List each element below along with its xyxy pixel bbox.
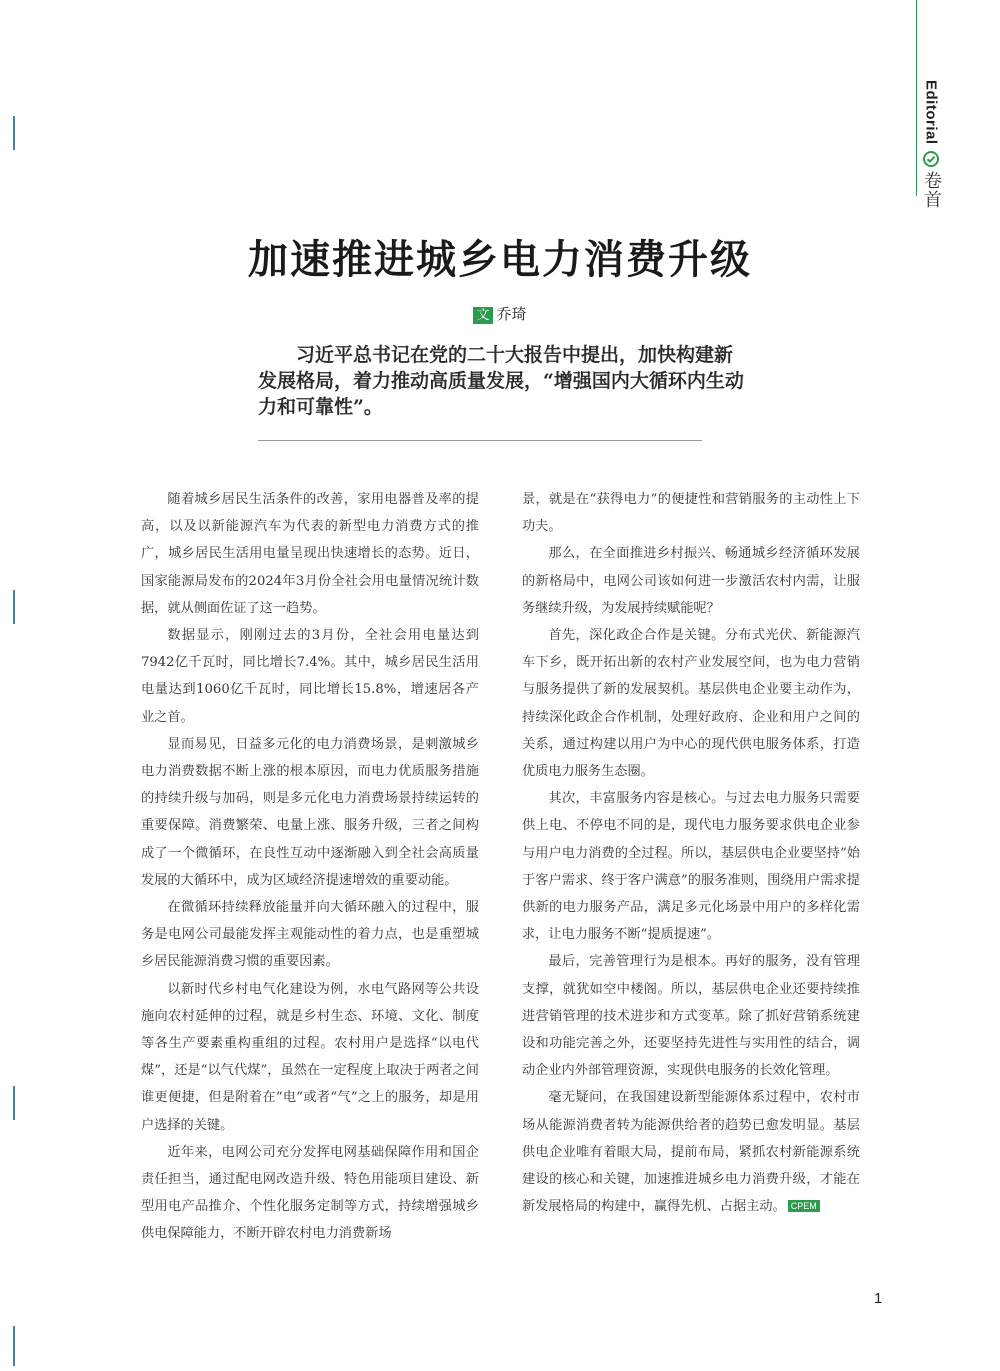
body-paragraph: 随着城乡居民生活条件的改善，家用电器普及率的提高，以及以新能源汽车为代表的新型电力消费方式的推广，城乡居民生活用电量呈现出快速增长的态势。近日，国家能源局发布的2024年3月份全社会用电量情况统计数据，就从侧面佐证了这一趋势。 (141, 492, 479, 616)
binding-mark (13, 590, 15, 624)
binding-mark (13, 116, 15, 150)
section-tag (918, 80, 944, 209)
check-circle-icon (923, 151, 939, 167)
author-name: 乔琦 (496, 305, 527, 323)
body-paragraph: 首先，深化政企合作是关键。分布式光伏、新能源汽车下乡，既开拓出新的农村产业发展空间，也为电力营销与服务提供了新的发展契机。基层供电企业要主动作为，持续深化政企合作机制，处理好政府、企业和用户之间的关系，通过构建以用户为中心的现代供电服务体系，打造优质电力服务生态圈。 (522, 628, 860, 780)
end-mark: CPEM (788, 1200, 820, 1212)
body-paragraph: 数据显示，刚刚过去的3月份，全社会用电量达到7942亿千瓦时，同比增长7.4%。其中，城乡居民生活用电量达到1060亿千瓦时，同比增长15.8%，增速居各产业之首。 (141, 628, 479, 725)
byline (0, 303, 1000, 324)
body-paragraph: 其次，丰富服务内容是核心。与过去电力服务只需要供上电、不停电不同的是，现代电力服务要求供电企业参与用户电力消费的全过程。所以，基层供电企业要坚持“始于客户需求、终于客户满意”的服务准则，围绕用户需求提供新的电力服务产品，满足多元化场景中用户的多样化需求，让电力服务不断“提质提速”。 (522, 791, 860, 943)
section-rule (916, 0, 917, 196)
body-paragraph: 显而易见，日益多元化的电力消费场景，是刺激城乡电力消费数据不断上涨的根本原因，而电力优质服务措施的持续升级与加码，则是多元化电力消费场景持续运转的重要保障。消费繁荣、电量上涨、服务升级，三者之间构成了一个微循环，在良性互动中逐渐融入到全社会高质量发展的大循环中，成为区域经济提速增效的重要动能。 (141, 736, 479, 888)
binding-mark (13, 1326, 15, 1366)
body-paragraph-continued: 景，就是在“获得电力”的便捷性和营销服务的主动性上下功夫。 (522, 492, 860, 535)
section-label-en: Editorial (922, 80, 940, 145)
binding-mark (13, 1086, 15, 1120)
byline-badge: 文 (473, 307, 492, 324)
body-paragraph: 最后，完善管理行为是根本。再好的服务，没有管理支撑，就犹如空中楼阁。所以，基层供电企业还要持续推进营销管理的技术进步和方式变革。除了抓好营销系统建设和功能完善之外，还要坚持先进性与实用性的结合，调动企业内外部管理资源，实现供电服务的长效化管理。 (522, 954, 860, 1079)
article-title: 加速推进城乡电力消费升级 (248, 237, 752, 283)
body-column-right (522, 486, 860, 1220)
page-number: 1 (874, 1290, 883, 1307)
lead-divider (258, 440, 702, 441)
body-paragraph: 那么，在全面推进乡村振兴、畅通城乡经济循环发展的新格局中，电网公司该如何进一步激活农村内需，让服务继续升级，为发展持续赋能呢？ (522, 546, 860, 616)
closing-text: 毫无疑问，在我国建设新型能源体系过程中，农村市场从能源消费者转为能源供给者的趋势已愈发明显。基层供电企业唯有着眼大局，提前布局，紧抓农村新能源系统建设的核心和关键，加速推进城乡电力消费升级，才能在新发展格局的构建中，赢得先机、占据主动。 (522, 1090, 860, 1215)
lead-paragraph: 习近平总书记在党的二十大报告中提出，加快构建新发展格局，着力推动高质量发展，“增强国内大循环内生动力和可靠性”。 (258, 344, 744, 418)
body-paragraph: 近年来，电网公司充分发挥电网基础保障作用和国企责任担当，通过配电网改造升级、特色用能项目建设、新型用电产品推介、个性化服务定制等方式，持续增强城乡供电保障能力，不断开辟农村电力消费新场 (141, 1144, 479, 1242)
body-paragraph: 以新时代乡村电气化建设为例，水电气路网等公共设施向农村延伸的过程，就是乡村生态、环境、文化、制度等各生产要素重构重组的过程。农村用户是选择“以电代煤”，还是“以气代煤”，虽然在一定程度上取决于两者之间谁更便捷，但是附着在“电”或者“气”之上的服务，却是用户选择的关键。 (141, 981, 479, 1133)
section-label-cn: 卷首 (921, 170, 942, 209)
body-paragraph-last (522, 1084, 860, 1220)
body-paragraph: 在微循环持续释放能量并向大循环融入的过程中，服务是电网公司最能发挥主观能动性的着力点，也是重塑城乡居民能源消费习惯的重要因素。 (141, 900, 479, 970)
body-column-left (141, 486, 479, 1248)
